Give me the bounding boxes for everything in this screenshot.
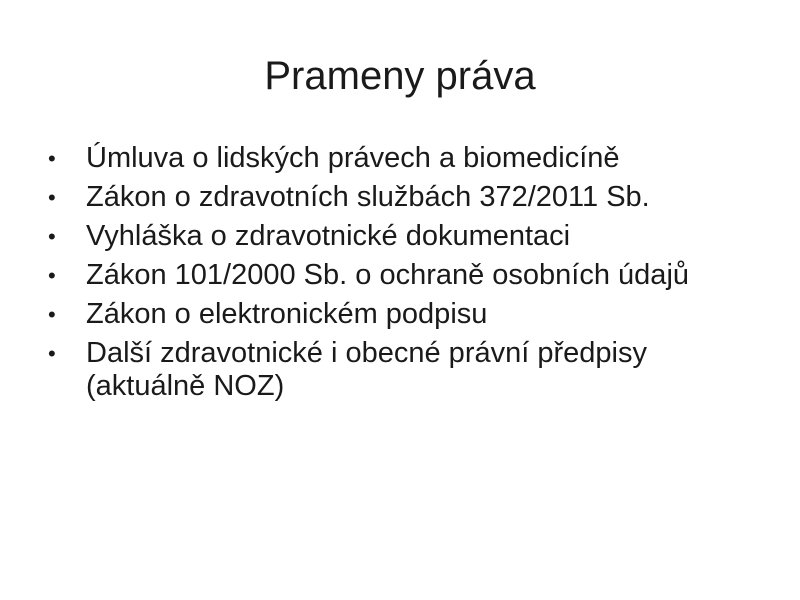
bullet-item xyxy=(46,220,746,253)
bullet-text: Úmluva o lidských právech a biomedicíně xyxy=(86,142,620,174)
bullet-item xyxy=(46,298,746,331)
slide-title: Prameny práva xyxy=(264,54,536,98)
bullet-list xyxy=(46,142,746,409)
bullet-item xyxy=(46,142,746,175)
bullet-text: Zákon 101/2000 Sb. o ochraně osobních údajů xyxy=(86,259,690,291)
bullet-text: Vyhláška o zdravotnické dokumentaci xyxy=(86,220,571,252)
bullet-text: Další zdravotnické i obecné právní předpisy (aktuálně NOZ) xyxy=(86,337,647,402)
bullet-text: Zákon o zdravotních službách 372/2011 Sb. xyxy=(86,181,650,213)
bullet-icon: • xyxy=(48,224,56,249)
bullet-item xyxy=(46,181,746,214)
bullet-icon: • xyxy=(48,302,56,327)
bullet-icon: • xyxy=(48,185,56,210)
bullet-item xyxy=(46,337,746,403)
bullet-icon: • xyxy=(48,263,56,288)
bullet-text: Zákon o elektronickém podpisu xyxy=(86,298,488,330)
bullet-icon: • xyxy=(48,146,56,171)
bullet-item xyxy=(46,259,746,292)
bullet-icon: • xyxy=(48,341,56,366)
